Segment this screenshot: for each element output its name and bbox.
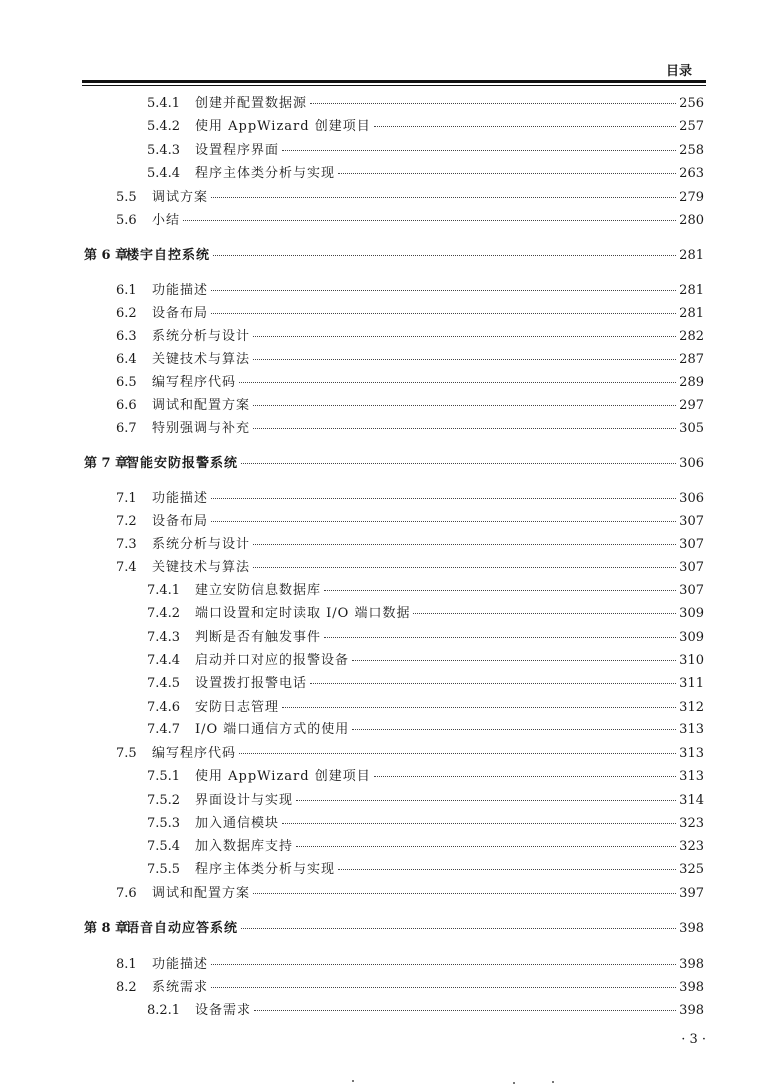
entry-number: 6.6 [116,398,137,413]
leader-dots [413,613,676,614]
section-entry [116,514,704,530]
entry-number: 7.5.1 [147,769,181,784]
leader-dots [253,336,676,337]
header-rule-thick [82,80,706,83]
entry-title: 程序主体类分析与实现 [195,166,336,181]
section-entry [116,537,704,553]
section-entry [116,980,704,996]
entry-title: 建立安防信息数据库 [195,583,322,598]
leader-dots [324,590,676,591]
leader-dots [253,544,676,545]
entry-page-number: 307 [679,514,704,529]
leader-dots [183,220,676,221]
entry-page-number: 309 [679,630,704,645]
section-entry [116,190,704,206]
scan-speck [513,1082,515,1084]
leader-dots [253,893,676,894]
entry-title: 关键技术与算法 [152,352,251,367]
leader-dots [310,103,676,104]
entry-page-number: 311 [679,676,704,691]
section-entry [116,398,704,414]
entry-page-number: 297 [679,398,704,413]
section-entry [116,560,704,576]
entry-number: 7.4.2 [147,606,181,621]
entry-title: 楼宇自控系统 [126,248,211,263]
entry-number: 7.6 [116,886,137,901]
entry-title: 编写程序代码 [152,746,237,761]
entry-page-number: 313 [679,722,704,737]
entry-number: 7.5.3 [147,816,181,831]
entry-number: 7.5 [116,746,137,761]
entry-title: 系统需求 [152,980,209,995]
entry-page-number: 263 [679,166,704,181]
entry-title: 调试和配置方案 [152,398,251,413]
subsection-entry [147,143,704,159]
section-entry [116,421,704,437]
header-label: 目录 [665,64,692,79]
entry-page-number: 287 [679,352,704,367]
subsection-entry [147,166,704,182]
section-entry [116,352,704,368]
entry-number: 7.5.4 [147,839,181,854]
entry-page-number: 323 [679,816,704,831]
entry-number: 7.5.2 [147,793,181,808]
leader-dots [211,197,676,198]
entry-number: 5.5 [116,190,137,205]
subsection-entry [147,816,704,832]
entry-number: 7.4.5 [147,676,181,691]
entry-title: 关键技术与算法 [152,560,251,575]
section-entry [116,746,704,762]
entry-page-number: 397 [679,886,704,901]
entry-title: 使用 AppWizard 创建项目 [195,769,371,784]
entry-title: 设备布局 [152,306,209,321]
entry-number: 第 7 章 [84,456,129,471]
entry-page-number: 314 [679,793,704,808]
leader-dots [253,359,676,360]
entry-title: 创建并配置数据源 [195,96,308,111]
subsection-entry [147,793,704,809]
entry-page-number: 313 [679,746,704,761]
leader-dots [241,463,676,464]
entry-page-number: 279 [679,190,704,205]
entry-number: 7.4.3 [147,630,181,645]
entry-number: 7.4.7 [147,722,181,737]
entry-number: 6.5 [116,375,137,390]
entry-title: 使用 AppWizard 创建项目 [195,119,371,134]
entry-page-number: 312 [679,700,704,715]
leader-dots [211,498,676,499]
footer-page-number: · 3 · [681,1032,706,1047]
leader-dots [352,729,676,730]
entry-page-number: 398 [679,921,704,936]
entry-page-number: 256 [679,96,704,111]
entry-page-number: 398 [679,980,704,995]
leader-dots [374,776,676,777]
entry-number: 6.4 [116,352,137,367]
leader-dots [211,313,676,314]
section-entry [116,306,704,322]
entry-number: 6.1 [116,283,137,298]
entry-page-number: 309 [679,606,704,621]
scan-speck [552,1081,554,1083]
entry-title: 设备需求 [195,1003,252,1018]
entry-page-number: 398 [679,1003,704,1018]
entry-title: 小结 [152,213,181,228]
leader-dots [296,800,676,801]
leader-dots [239,382,676,383]
section-entry [116,886,704,902]
entry-title: 设置拨打报警电话 [195,676,308,691]
entry-page-number: 310 [679,653,704,668]
entry-number: 5.4.4 [147,166,181,181]
entry-number: 5.6 [116,213,137,228]
subsection-entry [147,1003,704,1019]
leader-dots [253,567,676,568]
entry-title: 加入数据库支持 [195,839,294,854]
leader-dots [211,987,676,988]
entry-title: 设置程序界面 [195,143,280,158]
subsection-entry [147,96,704,112]
scan-speck [352,1080,354,1082]
leader-dots [338,173,676,174]
section-entry [116,283,704,299]
subsection-entry [147,722,704,738]
entry-title: 功能描述 [152,957,209,972]
leader-dots [338,869,676,870]
header-rule-thin [82,85,706,86]
entry-number: 6.7 [116,421,137,436]
leader-dots [254,1010,676,1011]
entry-title: 功能描述 [152,283,209,298]
section-entry [116,491,704,507]
subsection-entry [147,653,704,669]
entry-page-number: 325 [679,862,704,877]
entry-page-number: 281 [679,306,704,321]
leader-dots [374,126,676,127]
entry-title: 语音自动应答系统 [126,921,239,936]
entry-number: 6.3 [116,329,137,344]
section-entry [116,213,704,229]
entry-title: 端口设置和定时读取 I/O 端口数据 [195,606,411,621]
leader-dots [211,964,676,965]
entry-title: 调试和配置方案 [152,886,251,901]
chapter-entry [84,248,704,264]
entry-number: 7.4.4 [147,653,181,668]
entry-number: 7.4.6 [147,700,181,715]
entry-title: 编写程序代码 [152,375,237,390]
entry-page-number: 305 [679,421,704,436]
subsection-entry [147,119,704,135]
subsection-entry [147,700,704,716]
leader-dots [239,753,676,754]
entry-title: 调试方案 [152,190,209,205]
entry-page-number: 307 [679,537,704,552]
entry-page-number: 258 [679,143,704,158]
entry-page-number: 257 [679,119,704,134]
entry-title: 加入通信模块 [195,816,280,831]
entry-number: 第 8 章 [84,921,129,936]
entry-title: 特别强调与补充 [152,421,251,436]
subsection-entry [147,769,704,785]
entry-title: 界面设计与实现 [195,793,294,808]
entry-page-number: 307 [679,583,704,598]
leader-dots [253,428,676,429]
entry-number: 7.3 [116,537,137,552]
entry-number: 8.2 [116,980,137,995]
leader-dots [282,707,676,708]
entry-number: 7.4 [116,560,137,575]
leader-dots [324,637,676,638]
entry-page-number: 307 [679,560,704,575]
section-entry [116,375,704,391]
entry-title: 设备布局 [152,514,209,529]
subsection-entry [147,583,704,599]
entry-number: 7.1 [116,491,137,506]
entry-title: 启动并口对应的报警设备 [195,653,350,668]
leader-dots [241,928,676,929]
entry-page-number: 289 [679,375,704,390]
chapter-entry [84,921,704,937]
entry-title: 安防日志管理 [195,700,280,715]
subsection-entry [147,839,704,855]
entry-number: 8.2.1 [147,1003,181,1018]
entry-number: 5.4.2 [147,119,181,134]
subsection-entry [147,676,704,692]
leader-dots [253,405,676,406]
leader-dots [310,683,676,684]
chapter-entry [84,456,704,472]
subsection-entry [147,630,704,646]
entry-number: 7.2 [116,514,137,529]
leader-dots [211,521,676,522]
entry-title: 程序主体类分析与实现 [195,862,336,877]
entry-page-number: 282 [679,329,704,344]
section-entry [116,329,704,345]
leader-dots [211,290,676,291]
entry-title: 智能安防报警系统 [126,456,239,471]
entry-title: 系统分析与设计 [152,329,251,344]
leader-dots [213,255,676,256]
entry-number: 6.2 [116,306,137,321]
entry-page-number: 281 [679,283,704,298]
entry-page-number: 281 [679,248,704,263]
entry-number: 第 6 章 [84,248,129,263]
entry-page-number: 398 [679,957,704,972]
subsection-entry [147,862,704,878]
entry-title: 功能描述 [152,491,209,506]
leader-dots [352,660,676,661]
leader-dots [282,150,676,151]
entry-page-number: 323 [679,839,704,854]
entry-number: 5.4.3 [147,143,181,158]
entry-page-number: 313 [679,769,704,784]
leader-dots [282,823,676,824]
subsection-entry [147,606,704,622]
leader-dots [296,846,676,847]
entry-number: 7.4.1 [147,583,181,598]
section-entry [116,957,704,973]
entry-number: 5.4.1 [147,96,181,111]
entry-number: 8.1 [116,957,137,972]
scan-specks [0,1080,780,1090]
entry-title: 系统分析与设计 [152,537,251,552]
entry-page-number: 280 [679,213,704,228]
entry-title: I/O 端口通信方式的使用 [195,722,350,737]
entry-page-number: 306 [679,491,704,506]
entry-page-number: 306 [679,456,704,471]
entry-number: 7.5.5 [147,862,181,877]
entry-title: 判断是否有触发事件 [195,630,322,645]
